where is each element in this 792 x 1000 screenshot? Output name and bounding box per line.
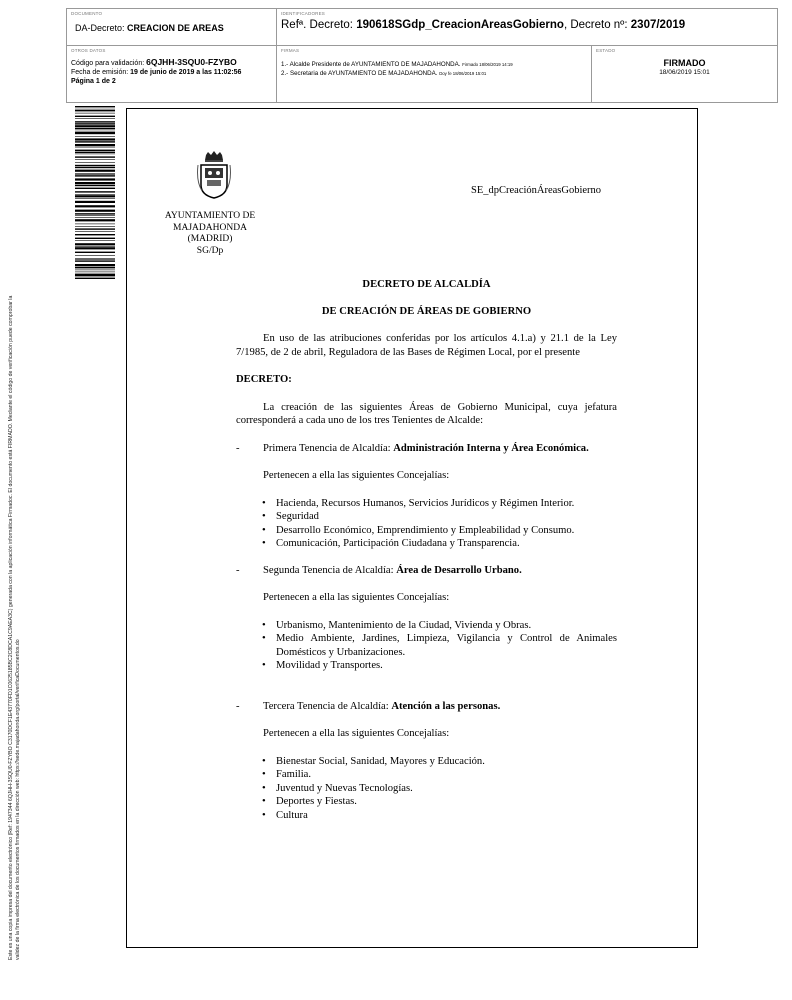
barcode-bar — [75, 243, 115, 245]
barcode-bar — [75, 165, 115, 166]
concejalias-list-1 — [236, 497, 617, 551]
decreto-paragraph: La creación de las siguientes Áreas de Gobierno Municipal, cuya jefatura corresponderá a cada uno de los tres Tenientes de Alcalde: — [236, 401, 617, 426]
barcode-bar — [75, 162, 115, 163]
intro-paragraph: En uso de las atribuciones conferidas por los artículos 4.1.a) y 21.1 de la Ley 7/1985, de 2 de abril, Reguladora de las Bases de Régimen Local, por el presente — [236, 333, 617, 358]
barcode-bar — [75, 274, 115, 276]
decree-title: DECRETO DE ALCALDÍA — [362, 279, 491, 290]
list-item: • Juventud y Nuevas Tecnologías. — [276, 782, 617, 796]
list-item: • Medio Ambiente, Jardines, Limpieza, Vigilancia y Control de Animales Domésticos y Urbanizaciones. — [276, 632, 617, 659]
signature-2-date: Doy fe 18/06/2019 15:01 — [439, 71, 487, 76]
barcode-bar — [75, 118, 115, 119]
list-item: • Bienestar Social, Sanidad, Mayores y Educación. — [276, 755, 617, 769]
barcode-bar — [75, 125, 115, 127]
otros-datos — [71, 58, 241, 86]
municipality-line: AYUNTAMIENTO DE — [164, 211, 256, 221]
documento-caption: DOCUMENTO — [71, 11, 103, 16]
barcode-bar — [75, 144, 115, 146]
list-item: • Deportes y Fiestas. — [276, 795, 617, 809]
section-lead: Primera Tenencia de Alcaldía: — [263, 442, 394, 454]
documento-line — [75, 23, 224, 33]
barcode-bar — [75, 121, 115, 122]
document-ref-code: SE_dpCreaciónÁreasGobierno — [471, 185, 602, 196]
pertenecen-text: Pertenecen a ella las siguientes Concejalías: — [263, 728, 450, 739]
barcode-bar — [75, 217, 115, 218]
documento-name: CREACION DE AREAS — [127, 23, 224, 33]
barcode-bar — [75, 224, 115, 225]
barcode-bar — [75, 219, 115, 221]
validation-side-text: Este es una copia impresa del documento electrónico (Ref: 1947344 6QJHH-3SQU0-FZYBO C3170DCF1E43770FD1C0625185BC2C8DCA1C9AEA3C) generada con la aplicación informática Firmadoc. El documento está FIRMADO. Mediante el código de verificación puede comprobar la validez de la firma electrónica de los documentos firmados en la dirección web: https://sede.majadahonda.org/portal/verificaDocumentos.do — [8, 295, 21, 960]
fecha-label: Fecha de emisión: — [71, 69, 131, 76]
barcode-bar — [75, 150, 115, 151]
barcode-bar — [75, 185, 115, 186]
issue-date: 19 de junio de 2019 a las 11:02:56 — [130, 69, 242, 76]
barcode-bar — [75, 201, 115, 203]
barcode-bar — [75, 269, 115, 270]
pertenecen-text: Pertenecen a ella las siguientes Concejalías: — [263, 592, 450, 603]
barcode-bar — [75, 247, 115, 249]
documento-cell — [67, 9, 277, 46]
barcode-bar — [75, 167, 115, 168]
signature-1: 1.- Alcalde Presidente de AYUNTAMIENTO DE MAJADAHONDA. — [281, 61, 461, 68]
barcode-bar — [75, 194, 115, 195]
barcode-bar — [75, 188, 115, 189]
list-item: • Cultura — [276, 809, 617, 823]
barcode-bar — [75, 238, 115, 239]
barcode-bar — [75, 210, 115, 212]
codigo-label: Código para validación: — [71, 60, 147, 67]
barcode-bar — [75, 226, 115, 227]
barcode-bar — [75, 154, 115, 155]
barcode-bar — [75, 259, 115, 260]
decree-reference — [281, 18, 751, 32]
barcode-bar — [75, 240, 115, 241]
barcode-bar — [75, 156, 115, 157]
barcode-bar — [75, 110, 115, 111]
barcode-bar — [75, 205, 115, 207]
barcode-bar — [75, 277, 115, 278]
signature-2: 2.- Secretaria de AYUNTAMIENTO DE MAJADAHONDA. — [281, 70, 438, 77]
list-item: • Seguridad — [276, 510, 617, 524]
barcode-bar — [75, 116, 115, 117]
barcode-bar — [75, 174, 115, 175]
department-code: SG/Dp — [196, 245, 224, 256]
barcode-bar — [75, 147, 115, 148]
barcode-bar — [75, 106, 115, 107]
decree-body — [236, 278, 617, 822]
barcode-bar — [75, 271, 115, 272]
barcode-bar — [75, 132, 115, 134]
ref-code: 190618SGdp_CreacionAreasGobierno — [356, 19, 564, 31]
status-label: FIRMADO — [663, 58, 706, 68]
section-area: Administración Interna y Área Económica. — [393, 442, 589, 454]
barcode-bar — [75, 198, 115, 199]
barcode-bar — [75, 213, 115, 214]
status — [592, 58, 777, 76]
barcode-bar — [75, 260, 115, 261]
barcode-bar — [75, 131, 115, 132]
barcode-bar — [75, 170, 115, 172]
list-item: • Hacienda, Recursos Humanos, Servicios Jurídicos y Régimen Interior. — [276, 497, 617, 511]
document-metadata-header — [66, 8, 778, 103]
barcode-bar — [75, 159, 115, 160]
list-item: • Urbanismo, Mantenimiento de la Ciudad, Vivienda y Obras. — [276, 619, 617, 633]
barcode-bar — [75, 255, 115, 256]
municipality-line: (MADRID) — [187, 234, 233, 244]
section-area: Atención a las personas. — [391, 700, 501, 712]
decree-subtitle: DE CREACIÓN DE ÁREAS DE GOBIERNO — [321, 305, 532, 317]
list-item: • Familia. — [276, 768, 617, 782]
barcode-bar — [75, 109, 115, 110]
decree-number-label: , Decreto nº: — [563, 19, 631, 31]
concejalias-list-2 — [236, 619, 617, 673]
section-lead: Tercera Tenencia de Alcaldía: — [263, 700, 392, 712]
barcode-bar — [75, 123, 115, 124]
section-dash: - — [236, 442, 240, 454]
signatures — [281, 60, 513, 78]
barcode-bar — [75, 178, 115, 180]
identificadores-caption: IDENTIFICADORES — [281, 11, 326, 16]
estado-caption: ESTADO — [596, 48, 616, 53]
barcode-bar — [75, 141, 115, 142]
barcode-bar — [75, 113, 115, 114]
municipality-heading — [150, 211, 270, 257]
barcode-bar — [75, 173, 115, 174]
list-item: • Movilidad y Transportes. — [276, 659, 617, 673]
barcode-bar — [75, 195, 115, 197]
identificadores-cell — [277, 9, 777, 46]
barcode-bar — [75, 278, 115, 279]
status-date: 18/06/2019 15:01 — [659, 69, 710, 76]
list-item: • Desarrollo Económico, Emprendimiento y Empleabilidad y Consumo. — [276, 524, 617, 538]
section-lead: Segunda Tenencia de Alcaldía: — [263, 564, 397, 576]
pertenecen-text: Pertenecen a ella las siguientes Concejalías: — [263, 470, 450, 481]
section-area: Área de Desarrollo Urbano. — [396, 564, 522, 576]
barcode-bar — [75, 128, 115, 129]
firmas-cell — [277, 46, 592, 102]
page-count: Página 1 de 2 — [71, 78, 116, 85]
barcode-bar — [75, 152, 115, 153]
barcode-bar — [75, 258, 115, 259]
decreto-label: DECRETO: — [236, 374, 292, 385]
barcode-bar — [75, 182, 115, 184]
area-section-2 — [236, 564, 617, 578]
otros-caption: OTROS DATOS — [71, 48, 106, 53]
area-section-3 — [236, 700, 617, 714]
signature-1-date: Firmado 18/06/2019 14:19 — [462, 62, 513, 67]
area-section-1 — [236, 442, 617, 456]
otros-datos-cell — [67, 46, 277, 102]
barcode-bar — [75, 264, 115, 266]
concejalias-list-3 — [236, 755, 617, 823]
ref-prefix: Refª. Decreto: — [281, 19, 357, 31]
barcode-bar — [75, 191, 115, 192]
municipality-line: MAJADAHONDA — [173, 222, 247, 233]
barcode-bar — [75, 231, 115, 232]
barcode — [75, 106, 115, 279]
list-item: • Comunicación, Participación Ciudadana y Transparencia. — [276, 537, 617, 551]
barcode-bar — [75, 246, 115, 247]
firmas-caption: FIRMAS — [281, 48, 300, 53]
barcode-bar — [75, 267, 115, 268]
barcode-bar — [75, 136, 115, 137]
documento-prefix: DA-Decreto: — [75, 23, 128, 33]
barcode-bar — [75, 176, 115, 177]
decree-number: 2307/2019 — [630, 19, 686, 31]
validation-code: 6QJHH-3SQU0-FZYBO — [146, 57, 237, 67]
section-dash: - — [236, 700, 240, 712]
barcode-bar — [75, 215, 115, 216]
section-dash: - — [236, 564, 240, 576]
estado-cell — [592, 46, 777, 102]
barcode-bar — [75, 138, 115, 140]
barcode-bar — [75, 234, 115, 235]
coat-of-arms-icon — [196, 151, 232, 199]
barcode-bar — [75, 228, 115, 229]
barcode-bar — [75, 273, 115, 274]
barcode-bar — [75, 252, 115, 253]
